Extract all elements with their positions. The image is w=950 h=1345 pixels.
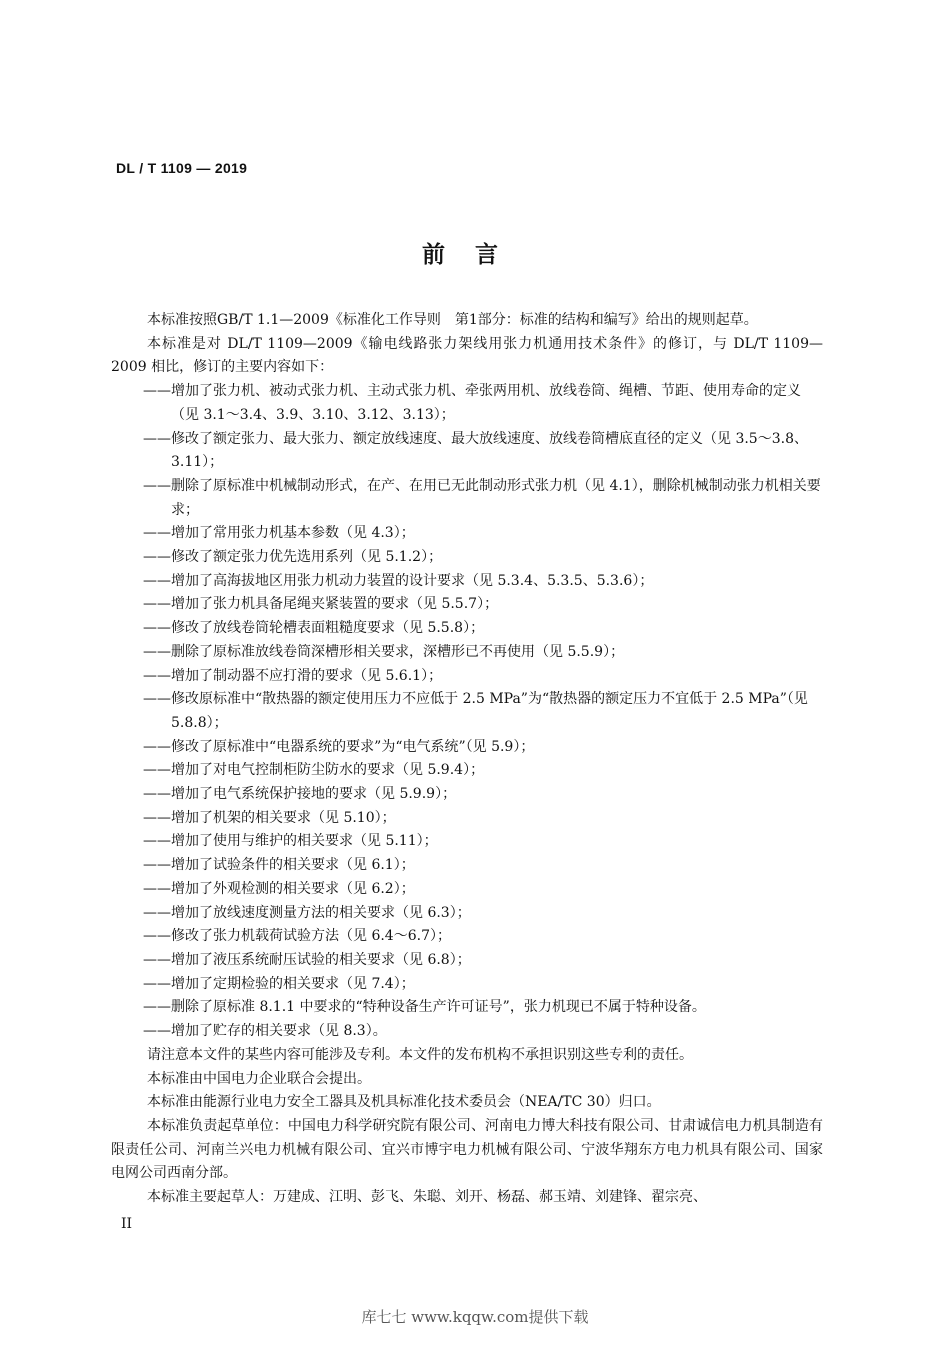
list-item: ——增加了对电气控制柜防尘防水的要求（见 5.9.4）；	[143, 762, 485, 779]
list-item: ——增加了常用张力机基本参数（见 4.3）；	[143, 525, 415, 542]
page-title: 前言	[422, 242, 528, 268]
list-item: ——修改了原标准中“电器系统的要求”为“电气系统”（见 5.9）；	[143, 738, 535, 755]
list-item: ——增加了试验条件的相关要求（见 6.1）；	[143, 857, 415, 874]
list-item: ——增加了制动器不应打滑的要求（见 5.6.1）；	[143, 667, 443, 684]
list-item: ——增加了使用与维护的相关要求（见 5.11）；	[143, 833, 438, 850]
paragraph: 本标准负责起草单位：中国电力科学研究院有限公司、河南电力博大科技有限公司、甘肃诚信电力机具制造有限责任公司、河南兰兴电力机械有限公司、宜兴市博宇电力机械有限公司、宁波华翔东方电力机具有限公司、国家电网公司西南分部。	[111, 1117, 823, 1182]
list-item: ——删除了原标准中机械制动形式，在产、在用已无此制动形式张力机（见 4.1），删除机械制动张力机相关要求；	[143, 477, 821, 518]
list-item: ——增加了贮存的相关要求（见 8.3）。	[143, 1023, 387, 1040]
paragraph: 请注意本文件的某些内容可能涉及专利。本文件的发布机构不承担识别这些专利的责任。	[147, 1046, 693, 1063]
page-number: II	[121, 1216, 133, 1232]
list-item: ——删除了原标准 8.1.1 中要求的“特种设备生产许可证号”，张力机现已不属于特种设备。	[143, 999, 706, 1016]
paragraph: 本标准由能源行业电力安全工器具及机具标准化技术委员会（NEA/TC 30）归口。	[147, 1094, 661, 1111]
list-item: ——增加了高海拔地区用张力机动力装置的设计要求（见 5.3.4、5.3.5、5.3.6）；	[143, 572, 654, 589]
list-item: ——修改原标准中“散热器的额定使用压力不应低于 2.5 MPa”为“散热器的额定压力不宜低于 2.5 MPa”（见 5.8.8）；	[143, 691, 808, 731]
list-item: ——修改了额定张力优先选用系列（见 5.1.2）；	[143, 549, 443, 566]
list-item: ——删除了原标准放线卷筒深槽形相关要求，深槽形已不再使用（见 5.5.9）；	[143, 643, 625, 660]
watermark-footer: 库七七 www.kqqw.com提供下载	[361, 1308, 589, 1326]
list-item: ——增加了外观检测的相关要求（见 6.2）；	[143, 880, 415, 897]
paragraph: 本标准由中国电力企业联合会提出。	[147, 1070, 371, 1087]
list-item: ——增加了液压系统耐压试验的相关要求（见 6.8）；	[143, 951, 471, 968]
list-item: ——增加了张力机具备尾绳夹紧装置的要求（见 5.5.7）；	[143, 596, 499, 613]
paragraph: 本标准是对 DL/T 1109—2009《输电线路张力架线用张力机通用技术条件》的修订，与 DL/T 1109—2009 相比，修订的主要内容如下：	[111, 335, 823, 376]
document-body	[111, 309, 823, 1210]
paragraph: 本标准主要起草人：万建成、江明、彭飞、朱聪、刘开、杨磊、郝玉靖、刘建锋、翟宗亮、	[147, 1189, 707, 1206]
paragraph: 本标准按照GB/T 1.1—2009《标准化工作导则 第1部分：标准的结构和编写》给出的规则起草。	[147, 312, 758, 328]
document-code: DL / T 1109 — 2019	[116, 160, 248, 176]
list-item: ——修改了额定张力、最大张力、额定放线速度、最大放线速度、放线卷筒槽底直径的定义（见 3.5～3.8、3.11）；	[143, 430, 808, 471]
list-item: ——增加了张力机、被动式张力机、主动式张力机、牵张两用机、放线卷筒、绳槽、节距、使用寿命的定义（见 3.1～3.4、3.9、3.10、3.12、3.13）；	[143, 383, 801, 423]
list-item: ——修改了放线卷筒轮槽表面粗糙度要求（见 5.5.8）；	[143, 620, 485, 637]
list-item: ——增加了放线速度测量方法的相关要求（见 6.3）；	[143, 904, 471, 921]
list-item: ——增加了定期检验的相关要求（见 7.4）；	[143, 975, 415, 992]
list-item: ——增加了机架的相关要求（见 5.10）；	[143, 809, 396, 826]
list-item: ——修改了张力机载荷试验方法（见 6.4～6.7）；	[143, 928, 451, 945]
list-item: ——增加了电气系统保护接地的要求（见 5.9.9）；	[143, 786, 457, 803]
